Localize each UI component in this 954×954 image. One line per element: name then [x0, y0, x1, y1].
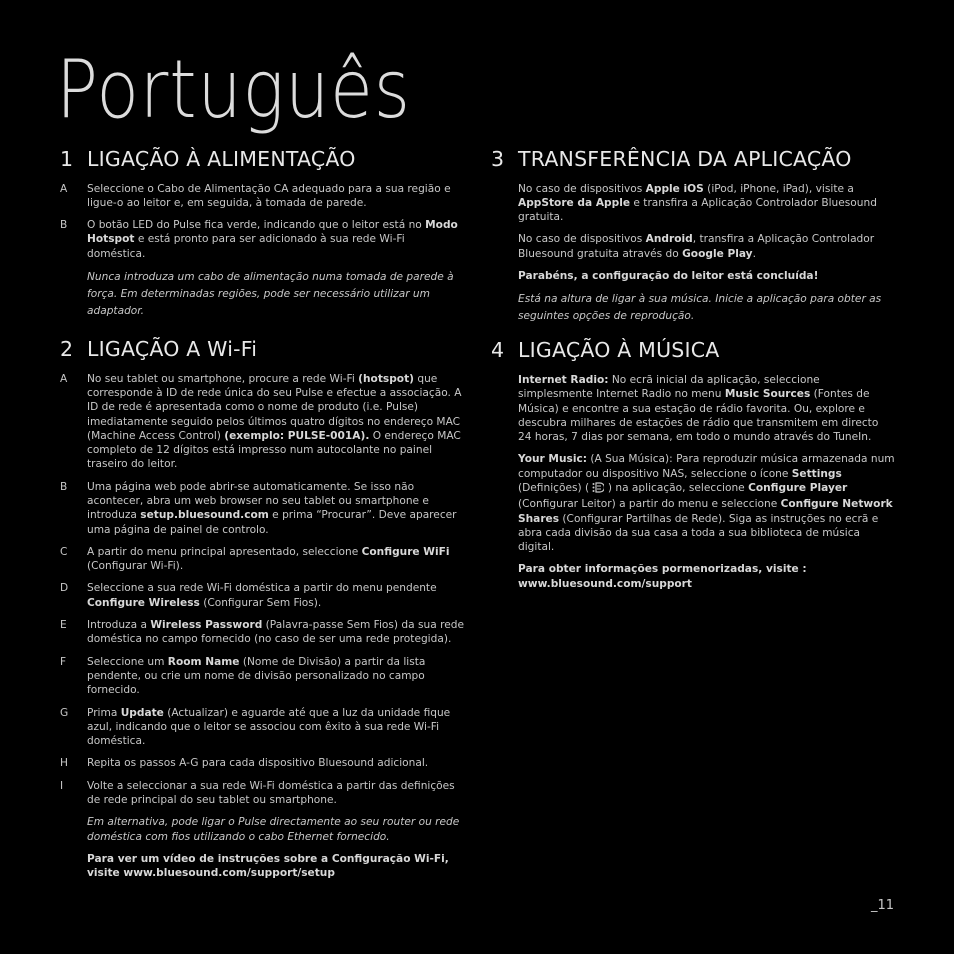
step-item [60, 706, 464, 749]
step-item [60, 545, 464, 574]
wifi-note: Em alternativa, pode ligar o Pulse directamente ao seu router ou rede doméstica com fios utilizando o cabo Ethernet fornecido. [87, 816, 460, 843]
section-title: TRANSFERÊNCIA DA APLICAÇÃO [518, 147, 852, 171]
section-number: 4 [491, 338, 505, 363]
step-item [60, 756, 464, 770]
step-letter: A [60, 372, 68, 385]
step-letter: D [60, 582, 69, 595]
section-music [491, 339, 895, 591]
section-heading [60, 148, 464, 172]
section-power [60, 148, 464, 320]
wifi-video-link: Para ver um vídeo de instruções sobre a Configuração Wi-Fi, visite www.bluesound.com/support/setup [87, 852, 449, 880]
right-column [491, 148, 895, 605]
support-link: Para obter informações pormenorizadas, visite : www.bluesound.com/support [518, 563, 807, 590]
section-heading [491, 148, 895, 172]
step-text: Uma página web pode abrir-se automaticamente. Se isso não acontecer, abra um web browser no seu tablet ou smartphone e introduza setup.bluesound.com e prima “Procurar”. Deve aparecer uma página de painel de controlo. [87, 480, 457, 536]
step-item [60, 372, 464, 472]
step-text: No seu tablet ou smartphone, procure a rede Wi-Fi (hotspot) que corresponde à ID de rede única do seu Pulse e efectue a associação. A ID de rede é apresentada como o nome de produto (i.e. Pulse) imediatamente seguido pelos últimos quatro dígitos no endereço MAC (Machine Access Control) (exemplo: PULSE-001A). O endereço MAC completo de 12 dígitos está impresso num autocolante no painel traseiro do leitor. [87, 372, 462, 471]
step-text: Seleccione a sua rede Wi-Fi doméstica a partir do menu pendente Configure Wireless (Configurar Sem Fios). [87, 582, 437, 609]
step-item [60, 581, 464, 610]
step-text: Introduza a Wireless Password (Palavra-passe Sem Fios) da sua rede doméstica no campo fornecido (no caso de ser uma rede protegida). [87, 619, 464, 646]
section-title: LIGAÇÃO A Wi-Fi [87, 337, 258, 362]
section-wifi [60, 338, 464, 880]
step-letter: C [60, 545, 68, 558]
page-title: Português [56, 43, 411, 136]
step-text: Prima Update (Actualizar) e aguarde até que a luz da unidade fique azul, indicando que o leitor se associou com êxito à sua rede Wi-Fi doméstica. [87, 706, 451, 748]
app-note: Está na altura de ligar à sua música. Inicie a aplicação para obter as seguintes opções de reprodução. [518, 293, 882, 323]
step-letter: G [60, 706, 69, 719]
step-item [60, 655, 464, 698]
section-heading [60, 338, 464, 362]
step-letter: H [60, 757, 68, 770]
step-item [60, 779, 464, 808]
step-letter: B [60, 480, 68, 493]
section-title: LIGAÇÃO À MÚSICA [518, 338, 720, 363]
step-text: O botão LED do Pulse fica verde, indicando que o leitor está no Modo Hotspot e está pronto para ser adicionado à sua rede Wi-Fi doméstica. [87, 219, 458, 260]
congrats-text: Parabéns, a configuração do leitor está concluída! [518, 270, 819, 283]
android-paragraph: No caso de dispositivos Android, transfira a Aplicação Controlador Bluesound gratuita através do Google Play. [518, 233, 875, 260]
settings-menu-icon [592, 482, 604, 497]
step-letter: A [60, 182, 68, 195]
step-letter: E [60, 619, 67, 632]
your-music-paragraph: Your Music: (A Sua Música): Para reproduzir música armazenada num computador ou dispositivo NAS, seleccione o ícone Settings (Definições) ( ) na aplicação, seleccione Configure Player (Configurar Leitor) a partir do menu e seleccione Configure Network Shares (Configurar Partilhas de Rede). Siga as instruções no ecrã e abra cada divisão da sua casa a toda a sua biblioteca de música digital. [518, 453, 895, 554]
power-note: Nunca introduza um cabo de alimentação numa tomada de parede à força. Em determinadas regiões, pode ser necessário utilizar um adaptador. [87, 271, 454, 318]
step-letter: F [60, 655, 67, 668]
step-text: Repita os passos A-G para cada dispositivo Bluesound adicional. [87, 757, 429, 770]
internet-radio-paragraph: Internet Radio: No ecrã inicial da aplicação, seleccione simplesmente Internet Radio no menu Music Sources (Fontes de Música) e encontre a sua estação de rádio favorita. Ou, explore e descubra milhares de estações de rádio que transmitem em directo 24 horas, 7 dias por semana, em todo o mundo através do TuneIn. [518, 373, 879, 444]
step-text: Seleccione um Room Name (Nome de Divisão) a partir da lista pendente, ou crie um nome de divisão personalizado no campo fornecido. [87, 655, 426, 697]
section-title: LIGAÇÃO À ALIMENTAÇÃO [87, 147, 356, 171]
step-item [60, 218, 464, 261]
step-item [60, 182, 464, 211]
step-text: Seleccione o Cabo de Alimentação CA adequado para a sua região e ligue-o ao leitor e, em seguida, à tomada de parede. [87, 182, 451, 209]
section-heading [491, 339, 895, 363]
section-app-download [491, 148, 895, 325]
ios-paragraph: No caso de dispositivos Apple iOS (iPod, iPhone, iPad), visite a AppStore da Apple e transfira a Aplicação Controlador Bluesound gratuita. [518, 182, 877, 224]
step-letter: B [60, 219, 68, 232]
step-letter: I [60, 779, 64, 792]
step-item [60, 480, 464, 537]
step-item [60, 618, 464, 647]
section-number: 2 [60, 337, 74, 362]
section-number: 1 [60, 147, 74, 171]
page-number: _11 [871, 898, 895, 913]
section-number: 3 [491, 147, 505, 171]
left-column [60, 148, 464, 895]
step-text: A partir do menu principal apresentado, seleccione Configure WiFi (Configurar Wi-Fi). [87, 545, 450, 573]
step-text: Volte a seleccionar a sua rede Wi-Fi doméstica a partir das definições de rede principal do seu tablet ou smartphone. [87, 779, 455, 807]
